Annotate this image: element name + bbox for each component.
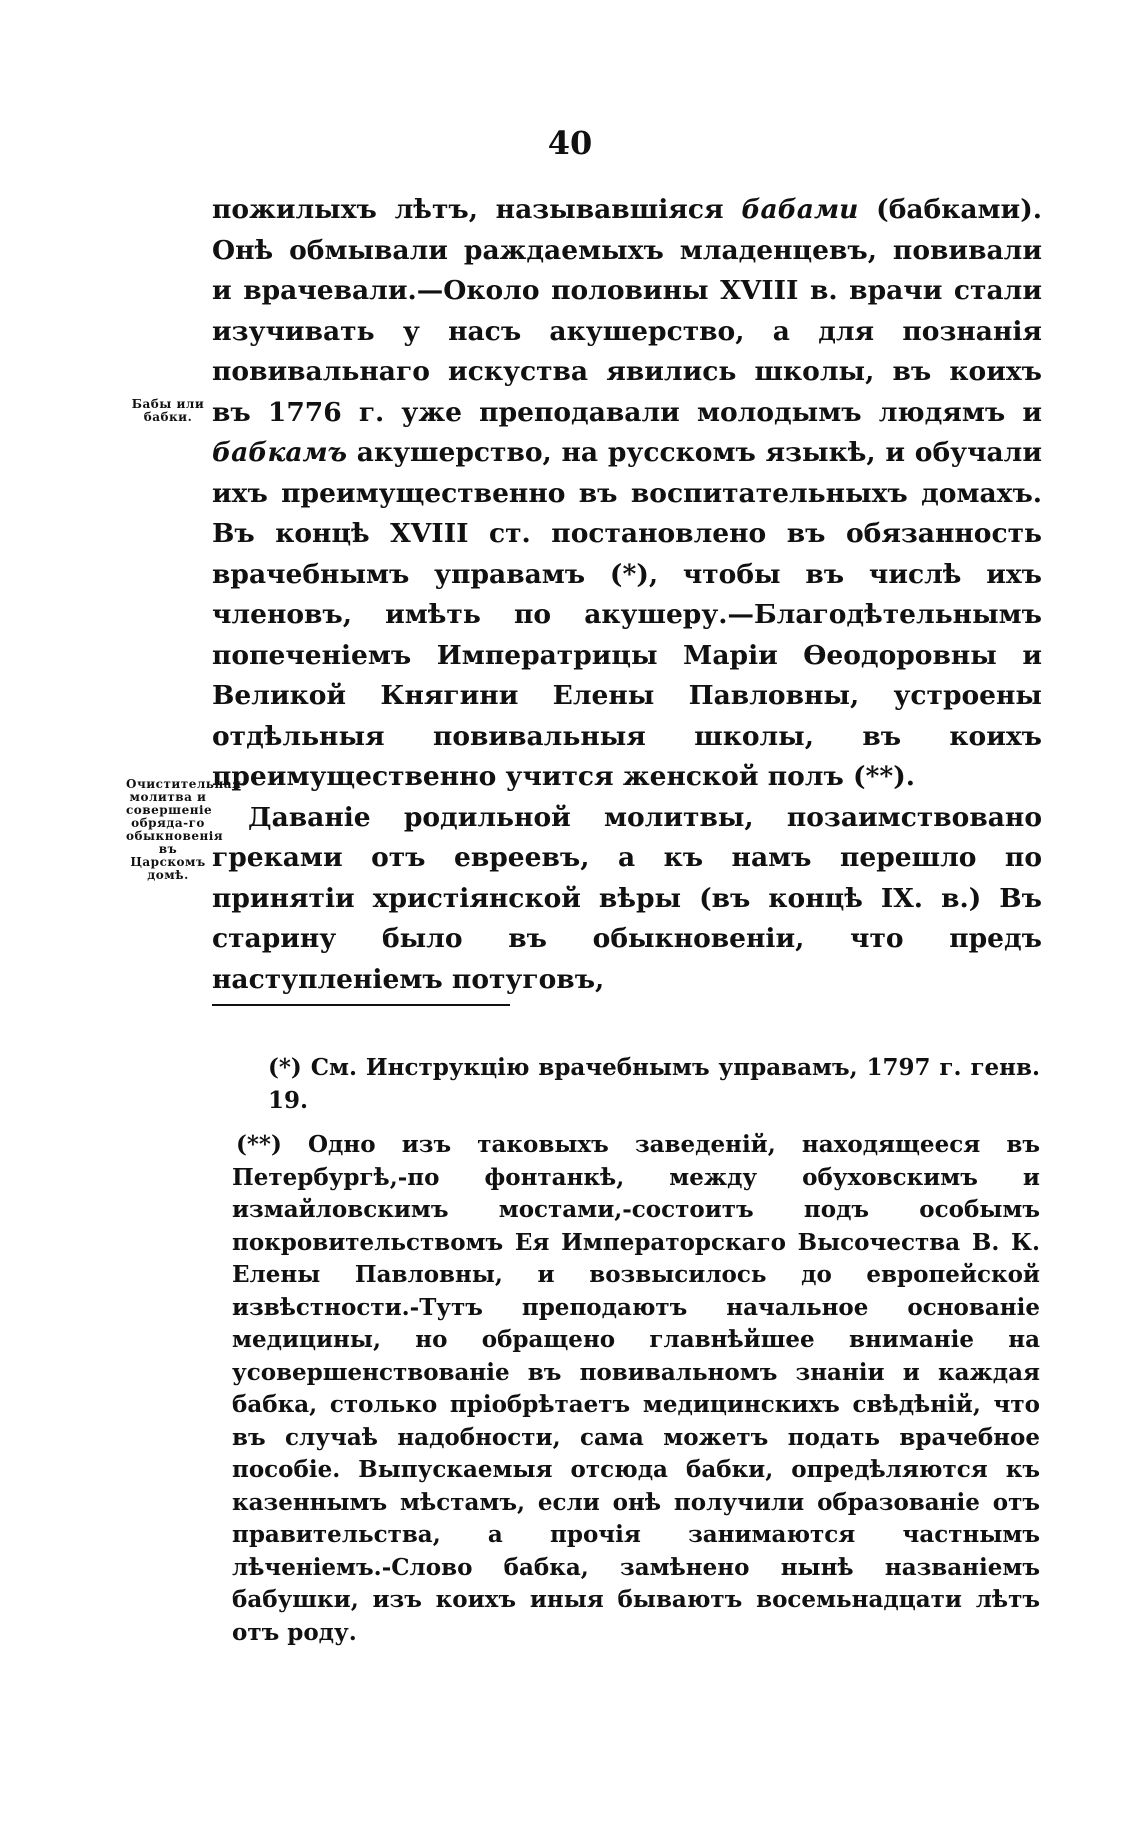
p1-start: пожилыхъ лѣтъ, называвшіяся xyxy=(212,194,742,225)
p1-italic-babami: бабами xyxy=(741,194,859,225)
page-number: 40 xyxy=(547,124,593,162)
p1-italic-babkam: бабкамъ xyxy=(212,437,348,468)
footnote-2: (**) Одно изъ таковыхъ заведеній, находящееся въ Петербургѣ,-по фонтанкѣ, между обуховскимъ и измайловскимъ мостами,-состоитъ подъ особымъ покровительствомъ Ея Императорскаго Высочества В. К. Елены Павловны, и возвысилось до европейской извѣстности.-Тутъ преподаютъ начальное основаніе медицины, но обращено главнѣйшее вниманіе на усовершенствованіе въ повивальномъ знаніи и каждая бабка, столько пріобрѣтаетъ медицинскихъ свѣдѣній, что въ случаѣ надобности, сама можетъ подать врачебное пособіе. Выпускаемыя отсюда бабки, опредѣляются къ казеннымъ мѣстамъ, если онѣ получили образованіе отъ правительства, а прочія занимаются частнымъ лѣченіемъ.-Слово бабка, замѣнено нынѣ названіемъ бабушки, изъ коихъ иныя бываютъ восемьнадцати лѣтъ отъ роду. xyxy=(232,1131,1040,1646)
p1-end: акушерство, на русскомъ языкѣ, и обучали ихъ преимущественно въ воспитательныхъ домахъ. Въ концѣ XVIII ст. постановлено въ обязанность врачебнымъ управамъ (*), чтобы въ числѣ ихъ членовъ, имѣть по акушеру.—Благодѣтельнымъ попеченіемъ Императрицы Маріи Ѳеодоровны и Великой Княгини Елены Павловны, устроены отдѣльныя повивальныя школы, въ коихъ преимущественно учится женской полъ (**). xyxy=(212,437,1042,792)
marginal-note-babki: Бабы или бабки. xyxy=(131,397,205,424)
footnote-1: (*) См. Инструкцію врачебнымъ управамъ, 1797 г. генв. 19. xyxy=(268,1054,1040,1114)
main-text xyxy=(212,190,1042,1000)
paragraph-1 xyxy=(212,190,1042,798)
footnotes xyxy=(232,1052,1040,1661)
p1-middle: (бабками). Онѣ обмывали раждаемыхъ младенцевъ, повивали и врачевали.—Около половины XVIII в. врачи стали изучивать у насъ акушерство, а для познанія повивальнаго искуства явились школы, въ коихъ въ 1776 г. уже преподавали молодымъ людямъ и xyxy=(212,194,1042,428)
paragraph-2: Даваніе родильной молитвы, позаимствовано греками отъ евреевъ, а къ намъ перешло по принятіи христіянской вѣры (въ концѣ IX. в.) Въ старину было въ обыкновеніи, что предъ наступленіемъ потуговъ, xyxy=(212,801,1042,995)
marginal-note-prayer: Очистительная молитва и совершеніе обряда-го обыкновенія въ Царскомъ домѣ. xyxy=(126,777,242,882)
footnote-divider xyxy=(212,1004,510,1006)
